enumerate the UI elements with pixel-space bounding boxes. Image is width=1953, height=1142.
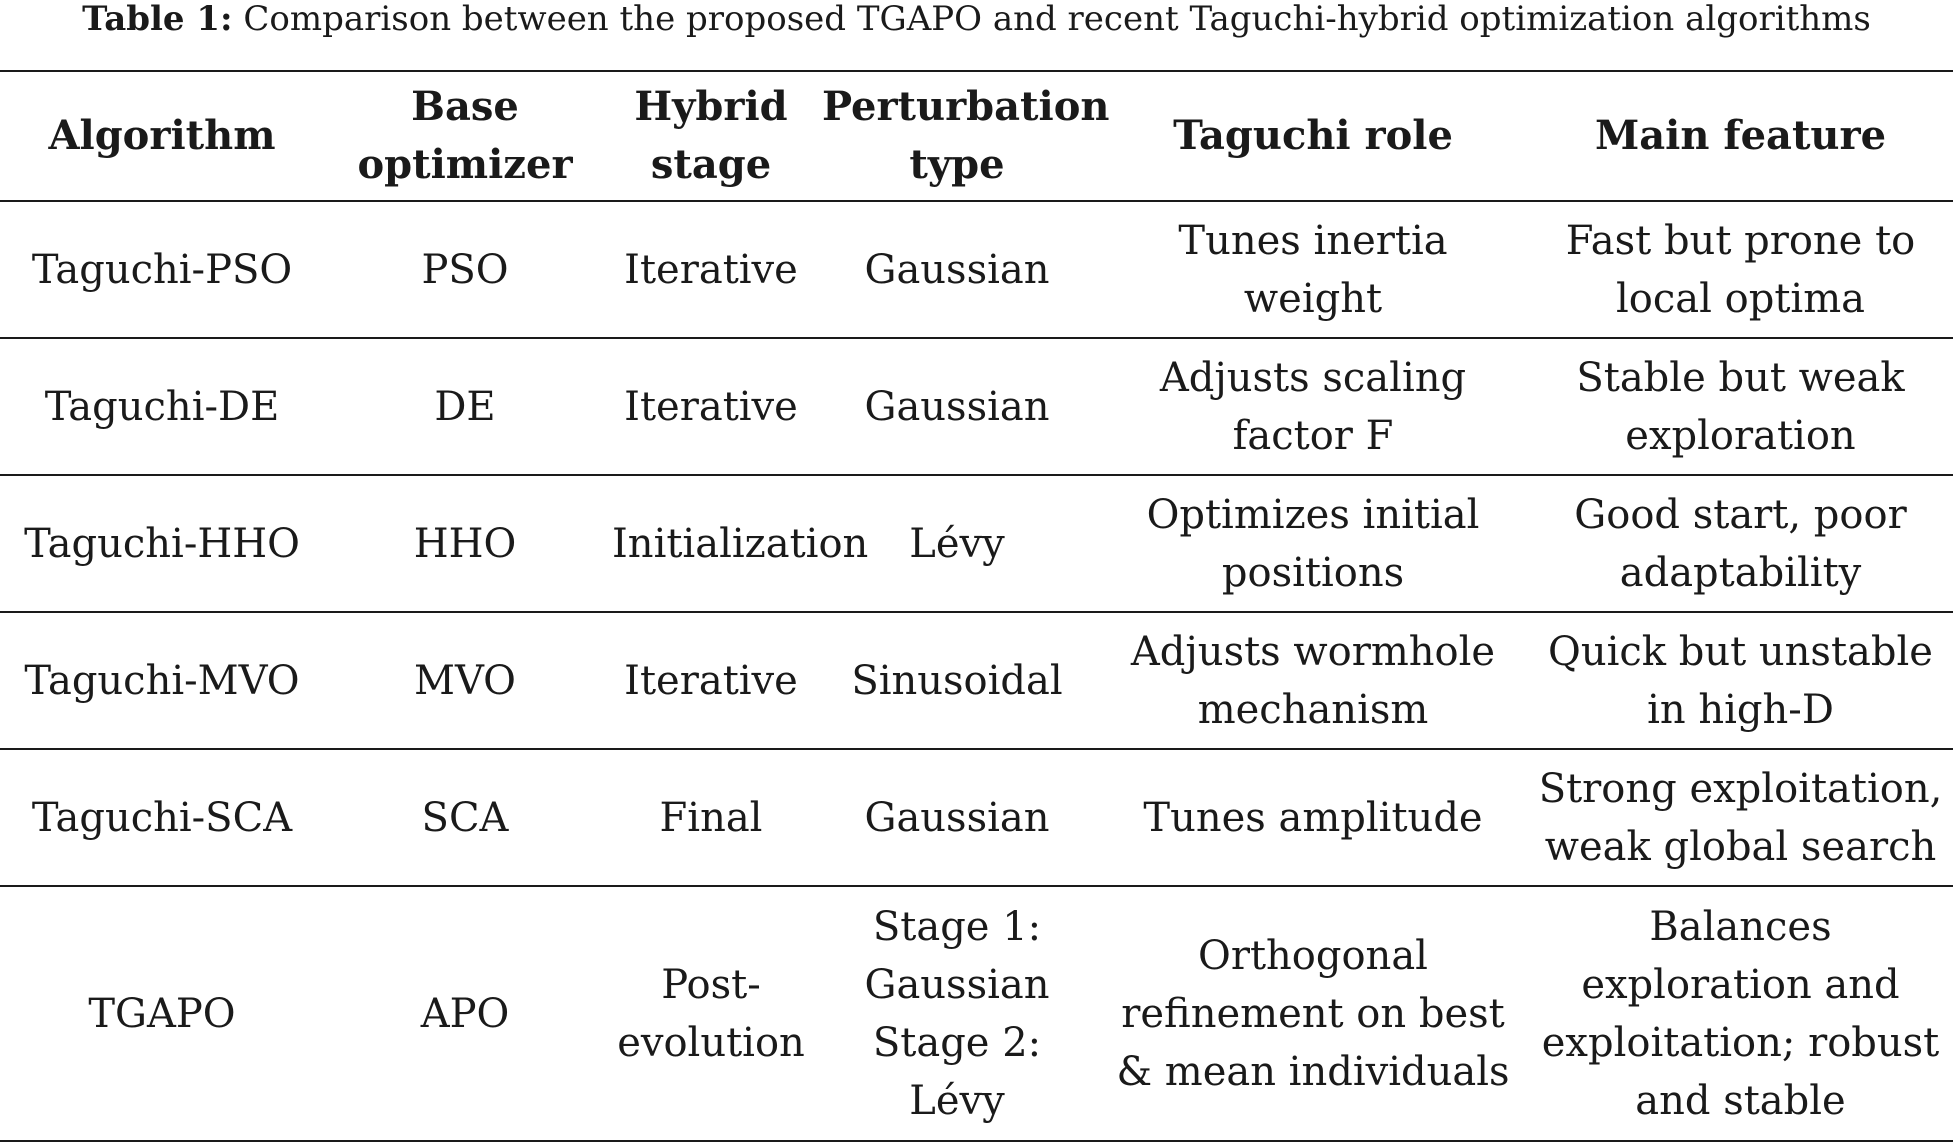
cell-perturbation-type: Gaussian — [864, 794, 1050, 841]
cell-algorithm: Taguchi-MVO — [24, 657, 300, 704]
cell-taguchi-role: Optimizes initial positions — [1146, 491, 1480, 596]
table-row — [0, 201, 1953, 338]
table-row — [0, 612, 1953, 749]
cell-base-optimizer: HHO — [413, 520, 517, 567]
cell-perturbation-type: Lévy — [909, 520, 1005, 567]
header-hybrid-stage: Hybrid stage — [634, 83, 788, 188]
cell-taguchi-role: Orthogonal refinement on best & mean individuals — [1116, 932, 1510, 1095]
cell-base-optimizer: SCA — [421, 794, 509, 841]
cell-perturbation-type: Gaussian — [864, 383, 1050, 430]
cell-hybrid-stage: Iterative — [624, 383, 798, 430]
table-row — [0, 749, 1953, 886]
cell-algorithm: Taguchi-HHO — [24, 520, 300, 567]
cell-hybrid-stage: Iterative — [624, 657, 798, 704]
cell-taguchi-role: Tunes inertia weight — [1178, 217, 1448, 322]
header-perturbation-type: Perturbation type — [822, 83, 1110, 188]
cell-main-feature: Good start, poor adaptability — [1574, 491, 1907, 596]
table-row — [0, 886, 1953, 1141]
header-algorithm: Algorithm — [48, 112, 276, 159]
table-row — [0, 475, 1953, 612]
table-caption — [0, 0, 1953, 70]
comparison-table — [0, 70, 1953, 1142]
cell-taguchi-role: Adjusts scaling factor F — [1159, 354, 1467, 459]
caption-label: Table 1: — [82, 0, 233, 39]
cell-taguchi-role: Tunes amplitude — [1143, 794, 1483, 841]
table-header-row — [0, 71, 1953, 201]
cell-main-feature: Stable but weak exploration — [1576, 354, 1905, 459]
cell-algorithm: Taguchi-SCA — [31, 794, 293, 841]
cell-hybrid-stage: Iterative — [624, 246, 798, 293]
header-main-feature: Main feature — [1594, 112, 1887, 159]
cell-base-optimizer: MVO — [414, 657, 516, 704]
cell-base-optimizer: PSO — [421, 246, 509, 293]
cell-base-optimizer: DE — [434, 383, 496, 430]
cell-hybrid-stage: Initialization — [612, 520, 869, 567]
table-row — [0, 338, 1953, 475]
cell-main-feature: Fast but prone to local optima — [1565, 217, 1916, 322]
cell-algorithm: Taguchi-PSO — [31, 246, 293, 293]
cell-hybrid-stage: Final — [659, 794, 763, 841]
cell-perturbation-type: Gaussian — [864, 246, 1050, 293]
cell-taguchi-role: Adjusts wormhole mechanism — [1130, 628, 1496, 733]
cell-main-feature: Strong exploitation, weak global search — [1538, 765, 1943, 870]
header-taguchi-role: Taguchi role — [1173, 112, 1453, 159]
cell-base-optimizer: APO — [420, 990, 510, 1037]
cell-main-feature: Balances exploration and exploitation; robust and stable — [1541, 903, 1940, 1124]
caption-text: Comparison between the proposed TGAPO and recent Taguchi-hybrid optimization algorithms — [243, 0, 1871, 39]
cell-algorithm: Taguchi-DE — [44, 383, 280, 430]
cell-hybrid-stage: Post-evolution — [617, 961, 805, 1066]
cell-algorithm: TGAPO — [88, 990, 236, 1037]
cell-main-feature: Quick but unstable in high-D — [1548, 628, 1933, 733]
header-base-optimizer: Base optimizer — [357, 83, 573, 188]
cell-perturbation-type: Sinusoidal — [851, 657, 1063, 704]
cell-perturbation-type: Stage 1: Gaussian Stage 2: Lévy — [864, 903, 1050, 1124]
